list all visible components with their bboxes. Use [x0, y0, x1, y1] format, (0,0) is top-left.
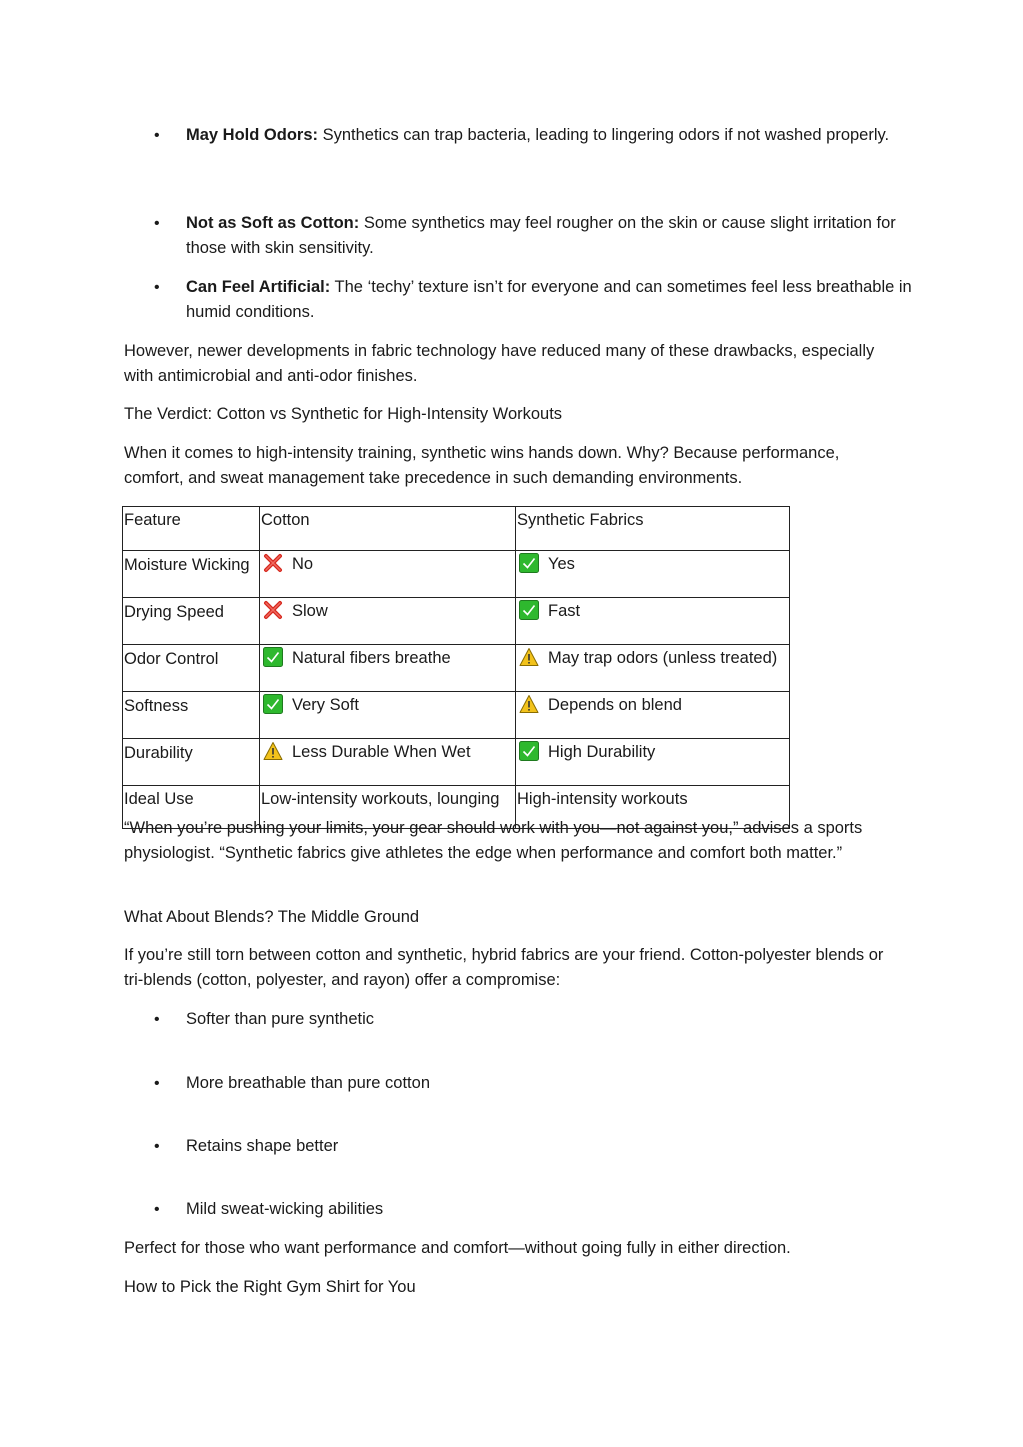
list-item — [124, 1007, 914, 1032]
synthetic-cell — [516, 598, 790, 645]
table-row — [123, 692, 790, 739]
bullet-icon: • — [154, 215, 160, 232]
cross-mark-icon — [263, 600, 283, 620]
list-item — [124, 1071, 914, 1096]
cotton-cell — [260, 692, 516, 739]
bullet-icon: • — [154, 127, 160, 144]
paragraph-verdict: When it comes to high-intensity training, synthetic wins hands down. Why? Because performance, comfort, and sweat management take precedence in such demanding environments. — [124, 444, 840, 487]
check-mark-icon — [263, 647, 283, 667]
list-item-text: Synthetics can trap bacteria, leading to lingering odors if not washed properly. — [318, 126, 890, 144]
list-item — [124, 211, 914, 261]
heading-verdict: The Verdict: Cotton vs Synthetic for High-Intensity Workouts — [124, 405, 563, 423]
list-item-text: Retains shape better — [186, 1137, 339, 1155]
cell-text: Depends on blend — [548, 696, 682, 714]
cotton-cell — [260, 645, 516, 692]
cotton-cell: Low-intensity workouts, lounging — [260, 786, 516, 829]
feature-cell: Ideal Use — [123, 786, 260, 829]
cell-text: High Durability — [548, 743, 656, 761]
table-row — [123, 645, 790, 692]
warning-icon — [263, 741, 283, 761]
feature-cell: Odor Control — [123, 645, 260, 692]
list-item — [124, 275, 914, 325]
bullet-icon: • — [154, 1011, 160, 1028]
table-header-cell: Synthetic Fabrics — [516, 507, 790, 551]
table-row — [123, 739, 790, 786]
feature-cell: Durability — [123, 739, 260, 786]
cell-text: Yes — [548, 555, 575, 573]
synthetic-cell — [516, 551, 790, 598]
bullet-icon: • — [154, 1138, 160, 1155]
list-item-bold: May Hold Odors: — [186, 126, 319, 144]
bullet-icon: • — [154, 1075, 160, 1092]
table-row — [123, 551, 790, 598]
list-item-text: Softer than pure synthetic — [186, 1010, 375, 1028]
check-mark-icon — [519, 600, 539, 620]
table-row — [123, 598, 790, 645]
list-item-text: More breathable than pure cotton — [186, 1074, 430, 1092]
list-item-bold: Can Feel Artificial: — [186, 278, 331, 296]
list-item — [124, 1134, 914, 1159]
heading-pick: How to Pick the Right Gym Shirt for You — [124, 1278, 416, 1296]
list-item-text: The ‘techy’ texture isn’t for everyone and can sometimes feel less breathable in humid conditions. — [186, 278, 912, 321]
feature-cell: Softness — [123, 692, 260, 739]
synthetic-cell — [516, 645, 790, 692]
paragraph-perfect: Perfect for those who want performance and comfort—without going fully in either direction. — [124, 1239, 791, 1257]
paragraph-developments: However, newer developments in fabric technology have reduced many of these drawbacks, especially with antimicrobial and anti-odor finishes. — [124, 342, 875, 385]
list-item-bold: Not as Soft as Cotton: — [186, 214, 360, 232]
cotton-cell — [260, 598, 516, 645]
table-header-cell: Feature — [123, 507, 260, 551]
synthetic-cell — [516, 692, 790, 739]
table-header-cell: Cotton — [260, 507, 516, 551]
list-item-text: Some synthetics may feel rougher on the skin or cause slight irritation for those with skin sensitivity. — [186, 214, 896, 257]
cell-text: Natural fibers breathe — [292, 649, 451, 667]
list-item-text: Mild sweat-wicking abilities — [186, 1200, 384, 1218]
table-header-row — [123, 507, 790, 551]
synthetic-cell: High-intensity workouts — [516, 786, 790, 829]
bullet-icon: • — [154, 279, 160, 296]
list-item — [124, 123, 914, 148]
check-mark-icon — [263, 694, 283, 714]
warning-icon — [519, 647, 539, 667]
heading-blends: What About Blends? The Middle Ground — [124, 908, 420, 926]
feature-cell: Drying Speed — [123, 598, 260, 645]
cotton-cell — [260, 739, 516, 786]
list-item — [124, 1197, 914, 1222]
quote-paragraph: “When you’re pushing your limits, your gear should work with you—not against you,” advises a sports physiologist. “Synthetic fabrics give athletes the edge when performance and comfort both matter.” — [124, 819, 863, 862]
synthetic-cell — [516, 739, 790, 786]
cross-mark-icon — [263, 553, 283, 573]
bullet-icon: • — [154, 1201, 160, 1218]
cotton-cell — [260, 551, 516, 598]
cell-text: Fast — [548, 602, 581, 620]
feature-cell: Moisture Wicking — [123, 551, 260, 598]
warning-icon — [519, 694, 539, 714]
check-mark-icon — [519, 553, 539, 573]
comparison-table — [122, 506, 790, 829]
cell-text: Less Durable When Wet — [292, 743, 471, 761]
cell-text: May trap odors (unless treated) — [548, 649, 778, 667]
check-mark-icon — [519, 741, 539, 761]
cell-text: Very Soft — [292, 696, 359, 714]
paragraph-blends: If you’re still torn between cotton and synthetic, hybrid fabrics are your friend. Cotton-polyester blends or tri-blends (cotton, polyester, and rayon) offer a compromise: — [124, 946, 884, 989]
cell-text: Slow — [292, 602, 328, 620]
cell-text: No — [292, 555, 314, 573]
